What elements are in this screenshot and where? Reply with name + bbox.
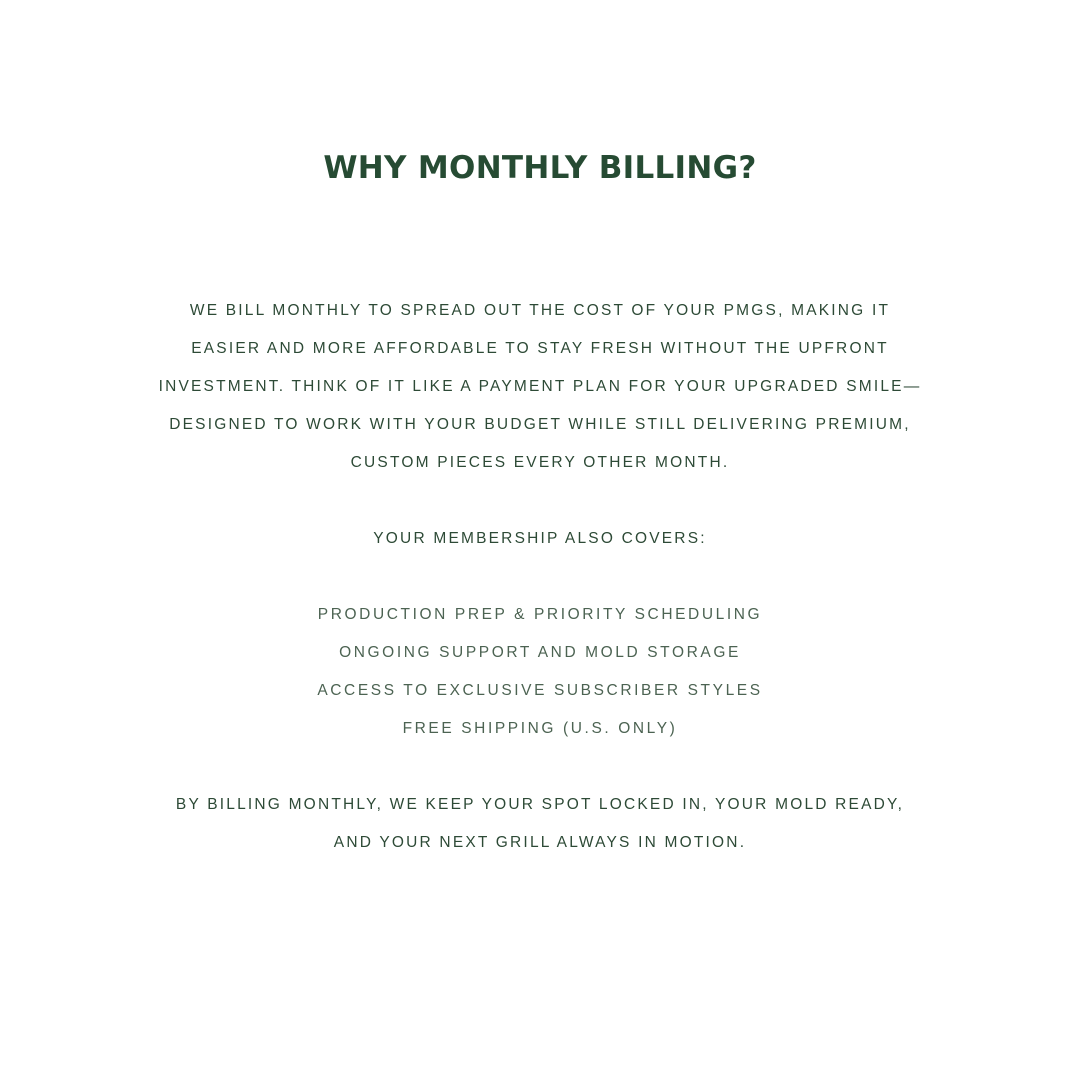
benefit-item: PRODUCTION PREP & PRIORITY SCHEDULING <box>317 606 763 623</box>
intro-line: INVESTMENT. THINK OF IT LIKE A PAYMENT PLAN FOR YOUR UPGRADED SMILE— <box>158 378 922 395</box>
intro-line: CUSTOM PIECES EVERY OTHER MONTH. <box>350 454 730 471</box>
benefit-item: ONGOING SUPPORT AND MOLD STORAGE <box>339 644 741 661</box>
intro-line: EASIER AND MORE AFFORDABLE TO STAY FRESH WITHOUT THE UPFRONT <box>191 340 889 357</box>
intro-paragraph <box>0 292 1080 482</box>
closing-line: BY BILLING MONTHLY, WE KEEP YOUR SPOT LOCKED IN, YOUR MOLD READY, <box>175 796 905 813</box>
closing-line: AND YOUR NEXT GRILL ALWAYS IN MOTION. <box>333 834 747 851</box>
closing-paragraph <box>0 786 1080 862</box>
membership-heading <box>0 520 1080 558</box>
page-title: WHY MONTHLY BILLING? <box>323 150 757 186</box>
intro-line: DESIGNED TO WORK WITH YOUR BUDGET WHILE STILL DELIVERING PREMIUM, <box>169 416 911 433</box>
benefit-item: FREE SHIPPING (U.S. ONLY) <box>402 720 678 737</box>
membership-heading-text: YOUR MEMBERSHIP ALSO COVERS: <box>373 530 707 547</box>
benefits-list <box>0 596 1080 748</box>
intro-line: WE BILL MONTHLY TO SPREAD OUT THE COST OF YOUR PMGS, MAKING IT <box>189 302 891 319</box>
benefit-item: ACCESS TO EXCLUSIVE SUBSCRIBER STYLES <box>317 682 763 699</box>
